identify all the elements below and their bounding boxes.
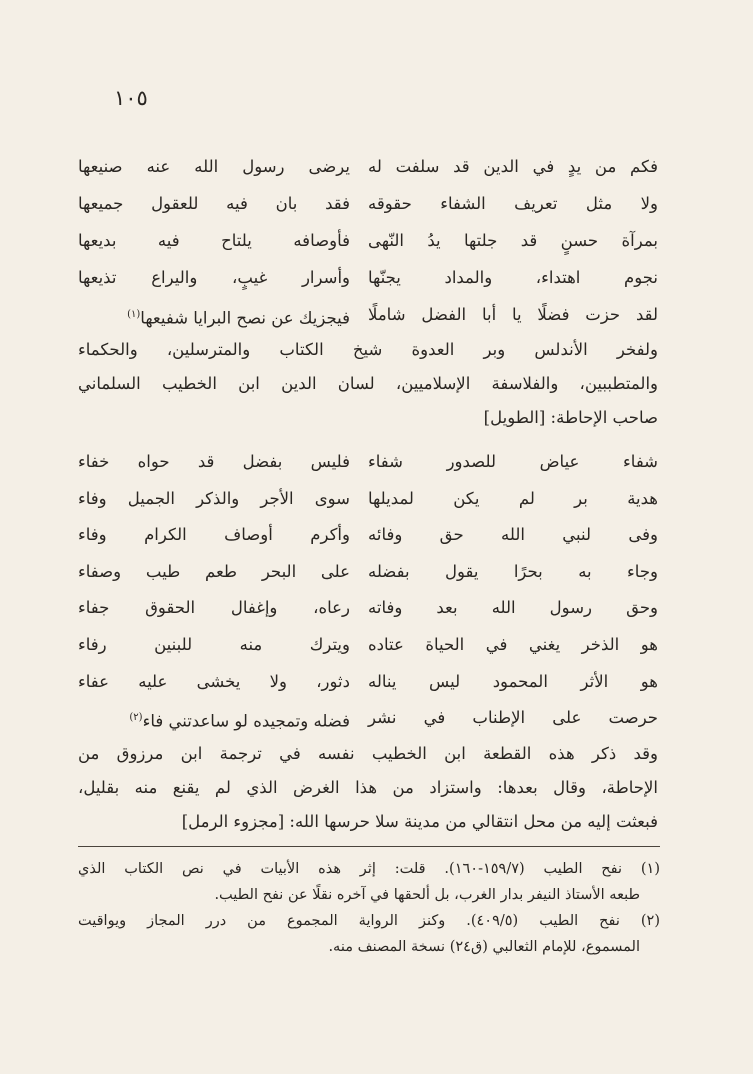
verse-second-hemistich-text: فأوصافه يلتاح فيه بديعها — [78, 231, 350, 250]
prose-line: الإحاطة، وقال بعدها: واستزاد من هذا الغرض الذي لم يقنع منه بقليل، — [78, 778, 658, 797]
verse-line — [78, 296, 658, 333]
verse-second-hemistich-text: ويترك منه للبنين رفاء — [78, 634, 350, 654]
footnote-line: (١) نفح الطيب (١٥٩/٧-١٦٠). قلت: إثر هذه الأبيات في نص الكتاب الذي — [78, 861, 661, 877]
verse-second-hemistich-text: فضله وتمجيده لو ساعدتني فاء — [142, 711, 350, 731]
verse-line — [78, 700, 658, 737]
verse-first-hemistich: فكم من يدٍ في الدين قد سلفت له — [368, 157, 658, 176]
verse-second-hemistich — [78, 296, 350, 333]
verse-second-hemistich — [78, 664, 350, 701]
verse-second-hemistich — [78, 444, 350, 481]
verse-second-hemistich — [78, 627, 350, 664]
footnote-line: طبعه الأستاذ النيفر بدار الغرب، بل ألحقها في آخره نقلًا عن نفح الطيب. — [214, 887, 640, 903]
poem-second — [78, 444, 658, 737]
verse-second-hemistich-text: فيجزيك عن نصح البرايا شفيعها — [140, 308, 350, 328]
verse-second-hemistich-text: فليس بفضل قد حواه خفاء — [78, 452, 350, 471]
verse-first-hemistich: حرصت على الإطناب في نشر — [368, 708, 658, 728]
verse-first-hemistich: وفى لنبي الله حق وفائه — [368, 525, 658, 545]
verse-line — [78, 148, 658, 185]
verse-second-hemistich-text: وأكرم أوصاف الكرام وفاء — [78, 525, 350, 545]
page-number: ١٠٥ — [114, 86, 148, 110]
verse-second-hemistich-text: يرضى رسول الله عنه صنيعها — [78, 157, 350, 176]
verse-line — [78, 554, 658, 591]
verse-first-hemistich: ولا مثل تعريف الشفاء حقوقه — [368, 194, 658, 213]
verse-line — [78, 185, 658, 222]
verse-second-hemistich-text: رعاه، وإغفال الحقوق جفاء — [78, 598, 350, 618]
prose-line: والمتطببين، والفلاسفة الإسلاميين، لسان الدين ابن الخطيب السلماني — [78, 374, 658, 393]
verse-second-hemistich — [78, 700, 350, 737]
verse-second-hemistich — [78, 259, 350, 296]
verse-first-hemistich: نجوم اهتداء، والمداد يجنّها — [368, 268, 658, 287]
verse-second-hemistich-text: سوى الأجر والذكر الجميل وفاء — [78, 488, 350, 508]
footnotes — [78, 856, 660, 960]
verse-second-hemistich — [78, 590, 350, 627]
verse-first-hemistich: شفاء عياض للصدور شفاء — [368, 452, 658, 471]
prose-paragraph-second — [78, 737, 658, 839]
verse-first-hemistich: وجاء به بحرًا يقول بفضله — [368, 561, 658, 581]
verse-first-hemistich: هو الذخر يغني في الحياة عتاده — [368, 634, 658, 654]
verse-second-hemistich-text: فقد بان فيه للعقول جميعها — [78, 194, 350, 213]
verse-line — [78, 664, 658, 701]
verse-first-hemistich: لقد حزت فضلًا يا أبا الفضل شاملًا — [368, 305, 658, 324]
verse-first-hemistich: هو الأثر المحمود ليس يناله — [368, 671, 658, 691]
footnote-reference: (١) — [127, 309, 141, 320]
verse-line — [78, 222, 658, 259]
verse-line — [78, 444, 658, 481]
footnote-reference: (٢) — [129, 712, 143, 724]
poem-first — [78, 148, 658, 333]
prose-line: وقد ذكر هذه القطعة ابن الخطيب نفسه في ترجمة ابن مرزوق من — [78, 744, 658, 763]
footnote-line: (٢) نفح الطيب (٤٠٩/٥). وكنز الرواية المجموع من درر المجاز ويواقيت — [78, 913, 660, 929]
verse-second-hemistich — [78, 481, 350, 518]
verse-first-hemistich: وحق رسول الله بعد وفاته — [368, 598, 658, 618]
verse-line — [78, 259, 658, 296]
prose-line: فبعثت إليه من محل انتقالي من مدينة سلا حرسها الله: [مجزوء الرمل] — [181, 812, 658, 831]
verse-second-hemistich — [78, 148, 350, 185]
verse-line — [78, 517, 658, 554]
verse-first-hemistich: بمرآة حسنٍ قد جلتها يدُ النّهى — [368, 231, 658, 250]
verse-line — [78, 627, 658, 664]
verse-second-hemistich — [78, 222, 350, 259]
verse-second-hemistich — [78, 517, 350, 554]
verse-second-hemistich — [78, 554, 350, 591]
verse-second-hemistich-text: دثور، ولا يخشى عليه عفاء — [78, 671, 350, 691]
prose-line: صاحب الإحاطة: [الطويل] — [483, 408, 658, 427]
verse-line — [78, 590, 658, 627]
footnote-line: المسموع، للإمام الثعالبي (ق٢٤) نسخة المصنف منه. — [328, 939, 640, 955]
verse-first-hemistich: هدية بر لم يكن لمديلها — [368, 488, 658, 508]
verse-line — [78, 481, 658, 518]
verse-second-hemistich — [78, 185, 350, 222]
prose-paragraph-first — [78, 333, 658, 435]
prose-line: ولفخر الأندلس وبر العدوة شيخ الكتاب والمترسلين، والحكماء — [78, 340, 658, 359]
verse-second-hemistich-text: على البحر طعم طيب وصفاء — [78, 561, 350, 581]
verse-second-hemistich-text: وأسرار غيبٍ، واليراع تذيعها — [78, 268, 350, 287]
footnote-separator — [78, 846, 660, 847]
